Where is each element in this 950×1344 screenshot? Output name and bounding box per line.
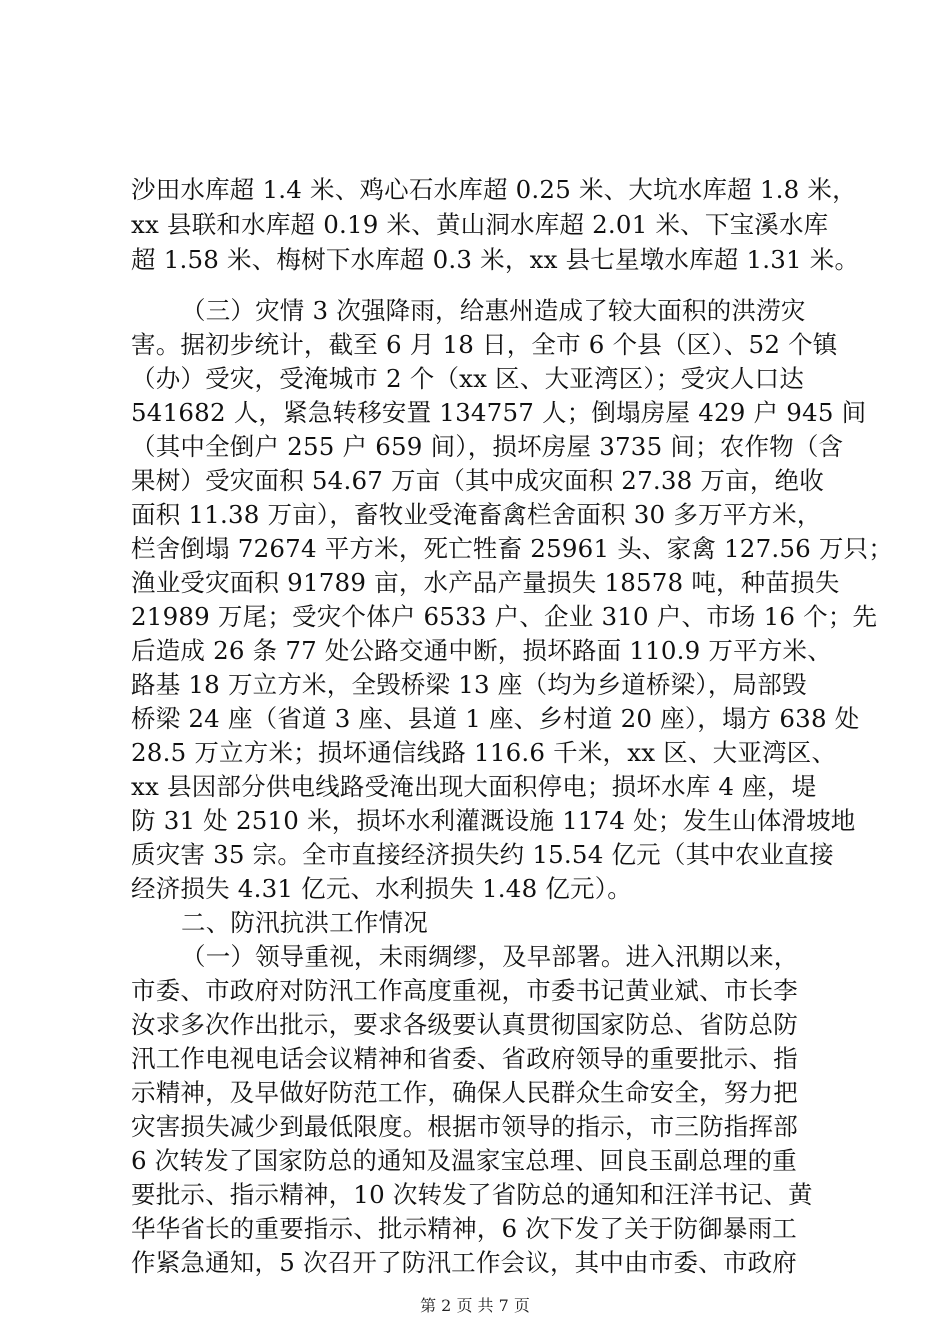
page-number-footer: 第 2 页 共 7 页 <box>420 1296 530 1315</box>
text-line: 果树）受灾面积 54.67 万亩（其中成灾面积 27.38 万亩，绝收 <box>131 466 824 495</box>
text-line: 害。据初步统计，截至 6 月 18 日，全市 6 个县（区）、52 个镇 <box>131 330 838 359</box>
text-line: （办）受灾，受淹城市 2 个（xx 区、大亚湾区）；受灾人口达 <box>131 364 805 393</box>
text-line: 沙田水库超 1.4 米、鸡心石水库超 0.25 米、大坑水库超 1.8 米， <box>131 175 857 204</box>
text-line: 要批示、指示精神，10 次转发了省防总的通知和汪洋书记、黄 <box>131 1180 813 1209</box>
text-line: 汝求多次作出批示，要求各级要认真贯彻国家防总、省防总防 <box>131 1010 798 1039</box>
text-line: 超 1.58 米、梅树下水库超 0.3 米，xx 县七星墩水库超 1.31 米。 <box>131 245 860 274</box>
text-line: 面积 11.38 万亩），畜牧业受淹畜禽栏舍面积 30 多万平方米， <box>131 500 822 529</box>
text-line: xx 县因部分供电线路受淹出现大面积停电；损坏水库 4 座，堤 <box>131 772 817 801</box>
text-line: 路基 18 万立方米，全毁桥梁 13 座（均为乡道桥梁），局部毁 <box>131 670 807 699</box>
text-line: 质灾害 35 宗。全市直接经济损失约 15.54 亿元（其中农业直接 <box>131 840 834 869</box>
text-line: 后造成 26 条 77 处公路交通中断，损坏路面 110.9 万平方米、 <box>131 636 832 665</box>
text-line: 栏舍倒塌 72674 平方米，死亡牲畜 25961 头、家禽 127.56 万只； <box>131 534 894 563</box>
text-line: xx 县联和水库超 0.19 米、黄山洞水库超 2.01 米、下宝溪水库 <box>131 210 829 239</box>
text-line: 汛工作电视电话会议精神和省委、省政府领导的重要批示、指 <box>131 1044 798 1073</box>
text-line: 示精神，及早做好防范工作，确保人民群众生命安全，努力把 <box>131 1078 798 1107</box>
text-line: 市委、市政府对防汛工作高度重视，市委书记黄业斌、市长李 <box>131 976 798 1005</box>
text-line: 渔业受灾面积 91789 亩，水产品产量损失 18578 吨，种苗损失 <box>131 568 840 597</box>
text-line: 28.5 万立方米；损坏通信线路 116.6 千米，xx 区、大亚湾区、 <box>131 738 837 767</box>
text-line: 华华省长的重要指示、批示精神，6 次下发了关于防御暴雨工 <box>131 1214 797 1243</box>
text-line: 经济损失 4.31 亿元、水利损失 1.48 亿元）。 <box>131 874 632 903</box>
text-line: （其中全倒户 255 户 659 间），损坏房屋 3735 间；农作物（含 <box>131 432 844 461</box>
text-line: 灾害损失减少到最低限度。根据市领导的指示，市三防指挥部 <box>131 1112 798 1141</box>
text-line: 防 31 处 2510 米，损坏水利灌溉设施 1174 处；发生山体滑坡地 <box>131 806 856 835</box>
text-line: （三）灾情 3 次强降雨，给惠州造成了较大面积的洪涝灾 <box>181 296 806 325</box>
text-line: 作紧急通知，5 次召开了防汛工作会议，其中由市委、市政府 <box>131 1248 797 1277</box>
text-line: 桥梁 24 座（省道 3 座、县道 1 座、乡村道 20 座），塌方 638 处 <box>131 704 860 733</box>
text-line: （一）领导重视，未雨绸缪，及早部署。进入汛期以来， <box>181 942 799 971</box>
text-line: 541682 人，紧急转移安置 134757 人；倒塌房屋 429 户 945 间 <box>131 398 867 427</box>
text-line: 6 次转发了国家防总的通知及温家宝总理、回良玉副总理的重 <box>131 1146 797 1175</box>
section-heading: 二、防汛抗洪工作情况 <box>181 908 428 937</box>
text-line: 21989 万尾；受灾个体户 6533 户、企业 310 户、市场 16 个；先 <box>131 602 878 631</box>
